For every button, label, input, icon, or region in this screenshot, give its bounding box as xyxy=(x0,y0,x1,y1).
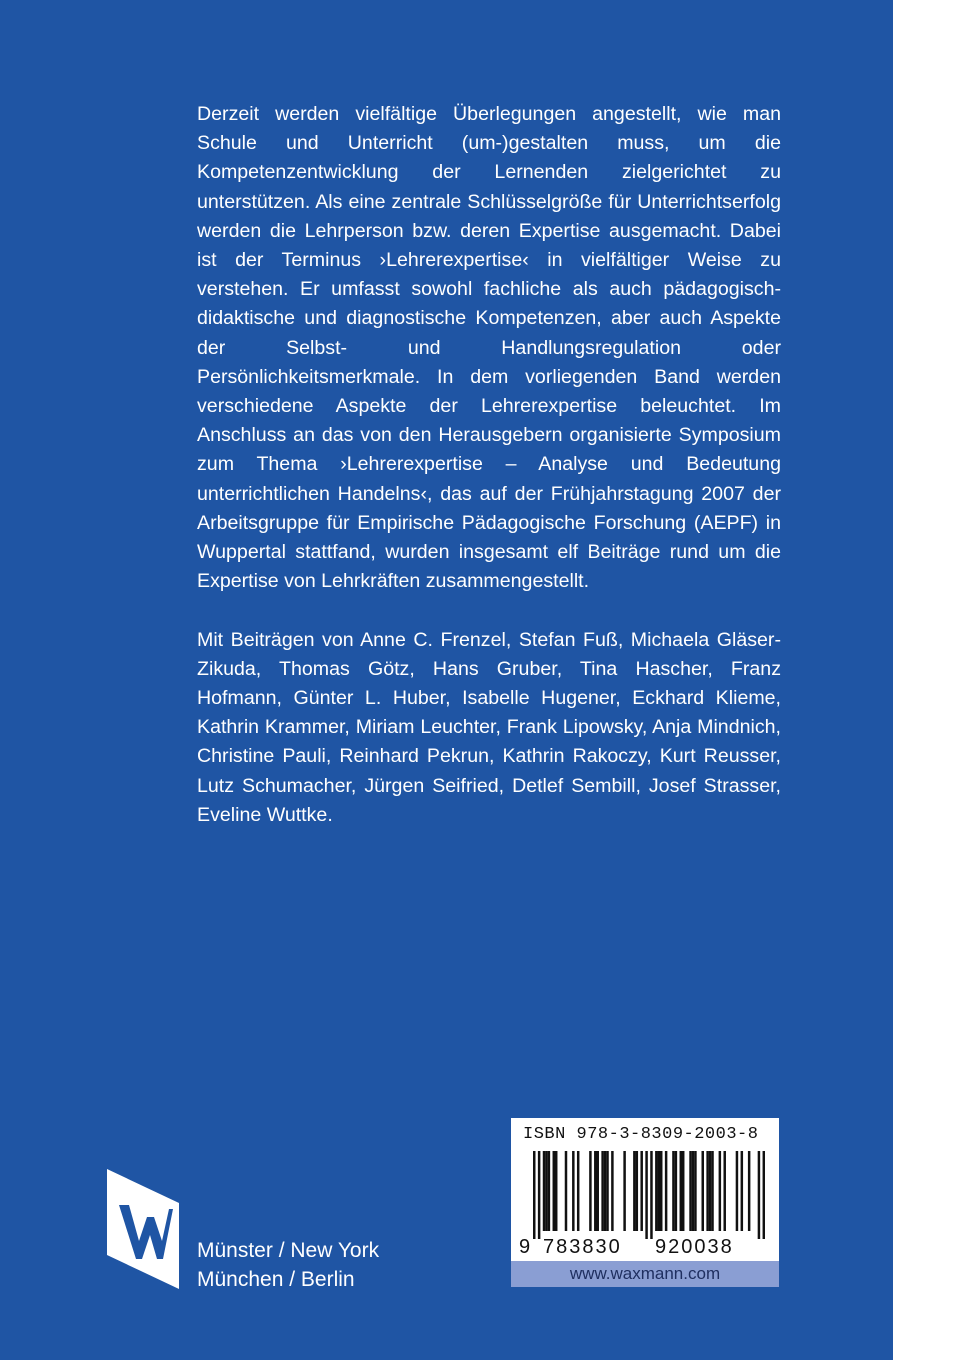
barcode-digit-first: 9 xyxy=(519,1236,531,1258)
waxmann-logo-icon xyxy=(107,1169,179,1289)
barcode-bar xyxy=(611,1151,613,1231)
barcode-bar xyxy=(655,1151,657,1231)
barcode-bar xyxy=(645,1151,647,1239)
barcode-bar xyxy=(682,1151,684,1231)
blurb-text xyxy=(197,100,781,830)
barcode-bar xyxy=(719,1151,721,1231)
barcode-bar xyxy=(672,1151,674,1231)
blurb-paragraph-contributors: Mit Beiträgen von Anne C. Frenzel, Stefan Fuß, Michaela Gläser-Zikuda, Thomas Götz, Hans Gruber, Tina Hascher, Franz Hofmann, Günter L. Huber, Isabelle Hugener, Eckhard Klieme, Kathrin Krammer, Miriam Leuchter, Frank Lipowsky, Anja Mindnich, Christine Pauli, Reinhard Pekrun, Kathrin Rakoczy, Kurt Reusser, Lutz Schumacher, Jürgen Seifried, Detlef Sembill, Josef Strasser, Eveline Wuttke. xyxy=(197,628,781,826)
barcode-bar xyxy=(572,1151,574,1231)
barcode-bar xyxy=(763,1151,765,1239)
barcode-bar xyxy=(533,1151,535,1239)
barcode-digit-group2: 920038 xyxy=(655,1236,734,1258)
barcode-bar xyxy=(736,1151,738,1231)
barcode-bar xyxy=(758,1151,760,1239)
barcode-bar xyxy=(543,1151,545,1231)
barcode-bar xyxy=(555,1151,557,1231)
barcode-bar xyxy=(748,1151,750,1231)
barcode-bar xyxy=(548,1151,550,1231)
barcode-bar xyxy=(658,1151,660,1231)
isbn-label: ISBN 978-3-8309-2003-8 xyxy=(523,1125,759,1144)
barcode-bar xyxy=(636,1151,638,1231)
barcode-bar xyxy=(601,1151,603,1231)
barcode-bar xyxy=(596,1151,598,1231)
barcode-bar xyxy=(709,1151,711,1231)
barcode-bar xyxy=(633,1151,635,1231)
barcode-bar xyxy=(665,1151,667,1231)
barcode-bar xyxy=(702,1151,704,1231)
barcode-bar xyxy=(706,1151,708,1231)
barcode-bar xyxy=(723,1151,725,1231)
ean-barcode xyxy=(533,1151,765,1239)
barcode-digit-group1: 783830 xyxy=(543,1236,622,1258)
barcode-bar xyxy=(565,1151,567,1231)
barcode-bar xyxy=(711,1151,713,1231)
barcode-bar xyxy=(623,1151,625,1231)
barcode-bar xyxy=(689,1151,691,1231)
barcode-bar xyxy=(553,1151,555,1231)
publisher-location-line2: München / Berlin xyxy=(197,1268,355,1291)
barcode-bar xyxy=(606,1151,608,1231)
barcode-bar xyxy=(650,1151,652,1239)
publisher-locations xyxy=(197,1236,379,1294)
publisher-url[interactable]: www.waxmann.com xyxy=(511,1261,779,1287)
barcode-bar xyxy=(694,1151,696,1231)
barcode-bar xyxy=(604,1151,606,1231)
barcode-bar xyxy=(538,1151,540,1239)
barcode-bar xyxy=(680,1151,682,1231)
barcode-bar xyxy=(594,1151,596,1231)
barcode-bar xyxy=(675,1151,677,1231)
publisher-location-line1: Münster / New York xyxy=(197,1239,380,1262)
barcode-bar xyxy=(660,1151,662,1231)
barcode-bar xyxy=(589,1151,591,1231)
barcode-bar xyxy=(640,1151,642,1231)
barcode-panel xyxy=(511,1118,779,1261)
barcode-bar xyxy=(692,1151,694,1231)
barcode-bar xyxy=(545,1151,547,1231)
blurb-paragraph-intro: Derzeit werden vielfältige Überlegungen angestellt, wie man Schule und Unterricht (um-)gestalten muss, um die Kompetenzentwicklung der Lernenden zielgerichtet zu unterstützen. Als eine zentrale Schlüsselgröße für Unterrichtserfolg werden die Lehrperson bzw. deren Expertise ausgemacht. Dabei ist der Terminus ›Lehrerexpertise‹ in vielfältiger Weise zu verstehen. Er umfasst sowohl fachliche als auch pädagogisch-didaktische und diagnostische Kompetenzen, aber auch Aspekte der Selbst- und Handlungsregulation oder Persönlichkeitsmerkmale. In dem vorliegenden Band werden verschiedene Aspekte der Lehrerexpertise beleuchtet. Im Anschluss an das von den Herausgebern organisierte Symposium zum Thema ›Lehrerexpertise – Analyse und Bedeutung unterrichtlichen Handelns‹, das auf der Frühjahrstagung 2007 der Arbeitsgruppe für Empirische Pädagogische Forschung (AEPF) in Wuppertal stattfand, wurden insgesamt elf Beiträge rund um die Expertise von Lehrkräften zusammengestellt. xyxy=(197,103,781,593)
barcode-bar xyxy=(577,1151,579,1231)
barcode-bar xyxy=(741,1151,743,1231)
